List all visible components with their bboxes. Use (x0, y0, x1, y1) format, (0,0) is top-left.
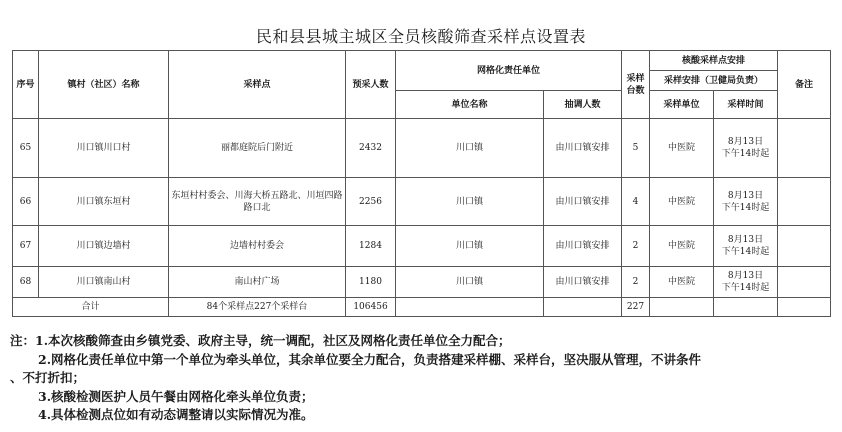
table-row (13, 119, 831, 178)
total-label: 合计 (13, 298, 169, 317)
sampling-date: 8月13日 (727, 190, 764, 201)
total-expected: 106456 (346, 298, 396, 317)
cell-town: 川口镇东垣村 (39, 178, 169, 226)
cell-remark (778, 178, 831, 226)
cell-remark (778, 226, 831, 267)
cell-sampling-unit: 中医院 (650, 178, 714, 226)
cell-sampling-time (714, 267, 778, 298)
note-line: 3.核酸检测医护人员午餐由网格化牵头单位负责； (38, 388, 314, 404)
sampling-hour: 下午14时起 (721, 247, 770, 257)
cell-stations: 2 (622, 226, 650, 267)
sampling-date: 8月13日 (727, 235, 764, 245)
cell-seq: 67 (13, 226, 39, 267)
cell-remark (778, 119, 831, 178)
table-row (13, 178, 831, 226)
cell-sampling-time (714, 178, 778, 226)
col-header-deploy: 抽调人数 (544, 91, 622, 119)
cell-deploy: 由川口镇安排 (544, 119, 622, 178)
total-deploy (544, 298, 622, 317)
sampling-date: 8月13日 (727, 271, 764, 281)
col-header-seq: 序号 (13, 51, 39, 119)
cell-sampling-time (714, 119, 778, 178)
table-row (13, 226, 831, 267)
cell-expected: 1180 (346, 267, 396, 298)
cell-sampling-unit: 中医院 (650, 267, 714, 298)
cell-deploy: 由川口镇安排 (544, 267, 622, 298)
total-remark (778, 298, 831, 317)
cell-site: 南山村广场 (169, 267, 346, 298)
col-header-remark: 备注 (778, 51, 831, 119)
sampling-hour: 下午14时起 (721, 283, 770, 293)
total-summary: 84个采样点227个采样台 (169, 298, 346, 317)
cell-town: 川口镇川口村 (39, 119, 169, 178)
cell-town: 川口镇边墙村 (39, 226, 169, 267)
total-sampling-unit (650, 298, 714, 317)
page-title: 民和县县城主城区全员核酸筛查采样点设置表 (255, 27, 586, 46)
note-line: 注：1.本次核酸筛查由乡镇党委、政府主导，统一调配，社区及网格化责任单位全力配合； (10, 333, 511, 348)
col-header-sampling-sub: 采样安排（卫健局负责） (650, 71, 778, 91)
notes-section (10, 332, 830, 425)
cell-unit: 川口镇 (396, 226, 544, 267)
cell-sampling-unit: 中医院 (650, 119, 714, 178)
cell-remark (778, 267, 831, 298)
cell-unit: 川口镇 (396, 119, 544, 178)
table-row (13, 267, 831, 298)
note-line: 4.具体检测点位如有动态调整请以实际情况为准。 (38, 407, 314, 422)
cell-stations: 5 (622, 119, 650, 178)
cell-sampling-time (714, 226, 778, 267)
header-row-1 (13, 51, 831, 71)
cell-site: 丽都庭院后门附近 (169, 119, 346, 178)
cell-deploy: 由川口镇安排 (544, 226, 622, 267)
cell-expected: 2432 (346, 119, 396, 178)
sampling-date: 8月13日 (727, 137, 764, 147)
cell-site: 东垣村村委会、川海大桥五路北、川垣四路路口北 (169, 178, 346, 226)
cell-seq: 66 (13, 178, 39, 226)
note-line: 、不打折扣； (10, 370, 86, 385)
cell-seq: 68 (13, 267, 39, 298)
sampling-hour: 下午14时起 (721, 202, 770, 213)
sampling-site-table (12, 50, 831, 317)
col-header-expected: 预采人数 (346, 51, 396, 119)
col-header-stations: 采样台数 (622, 51, 650, 119)
cell-unit: 川口镇 (396, 178, 544, 226)
cell-expected: 2256 (346, 178, 396, 226)
total-sampling-time (714, 298, 778, 317)
col-header-town: 镇村（社区）名称 (39, 51, 169, 119)
total-stations: 227 (622, 298, 650, 317)
col-header-sampling-unit: 采样单位 (650, 91, 714, 119)
note-line: 2.网格化责任单位中第一个单位为牵头单位，其余单位要全力配合，负责搭建采样棚、采样台，坚决服从管理，不讲条件 (38, 351, 702, 367)
total-row (13, 298, 831, 317)
cell-sampling-unit: 中医院 (650, 226, 714, 267)
cell-stations: 4 (622, 178, 650, 226)
cell-stations: 2 (622, 267, 650, 298)
cell-unit: 川口镇 (396, 267, 544, 298)
col-header-grid-unit: 网格化责任单位 (396, 51, 622, 91)
col-header-site: 采样点 (169, 51, 346, 119)
sampling-hour: 下午14时起 (721, 149, 770, 159)
cell-site: 边墙村村委会 (169, 226, 346, 267)
col-header-sampling-time: 采样时间 (714, 91, 778, 119)
cell-town: 川口镇南山村 (39, 267, 169, 298)
col-header-sampling-arrangement: 核酸采样点安排 (650, 51, 778, 71)
total-unit (396, 298, 544, 317)
cell-seq: 65 (13, 119, 39, 178)
cell-deploy: 由川口镇安排 (544, 178, 622, 226)
cell-expected: 1284 (346, 226, 396, 267)
col-header-unit-name: 单位名称 (396, 91, 544, 119)
